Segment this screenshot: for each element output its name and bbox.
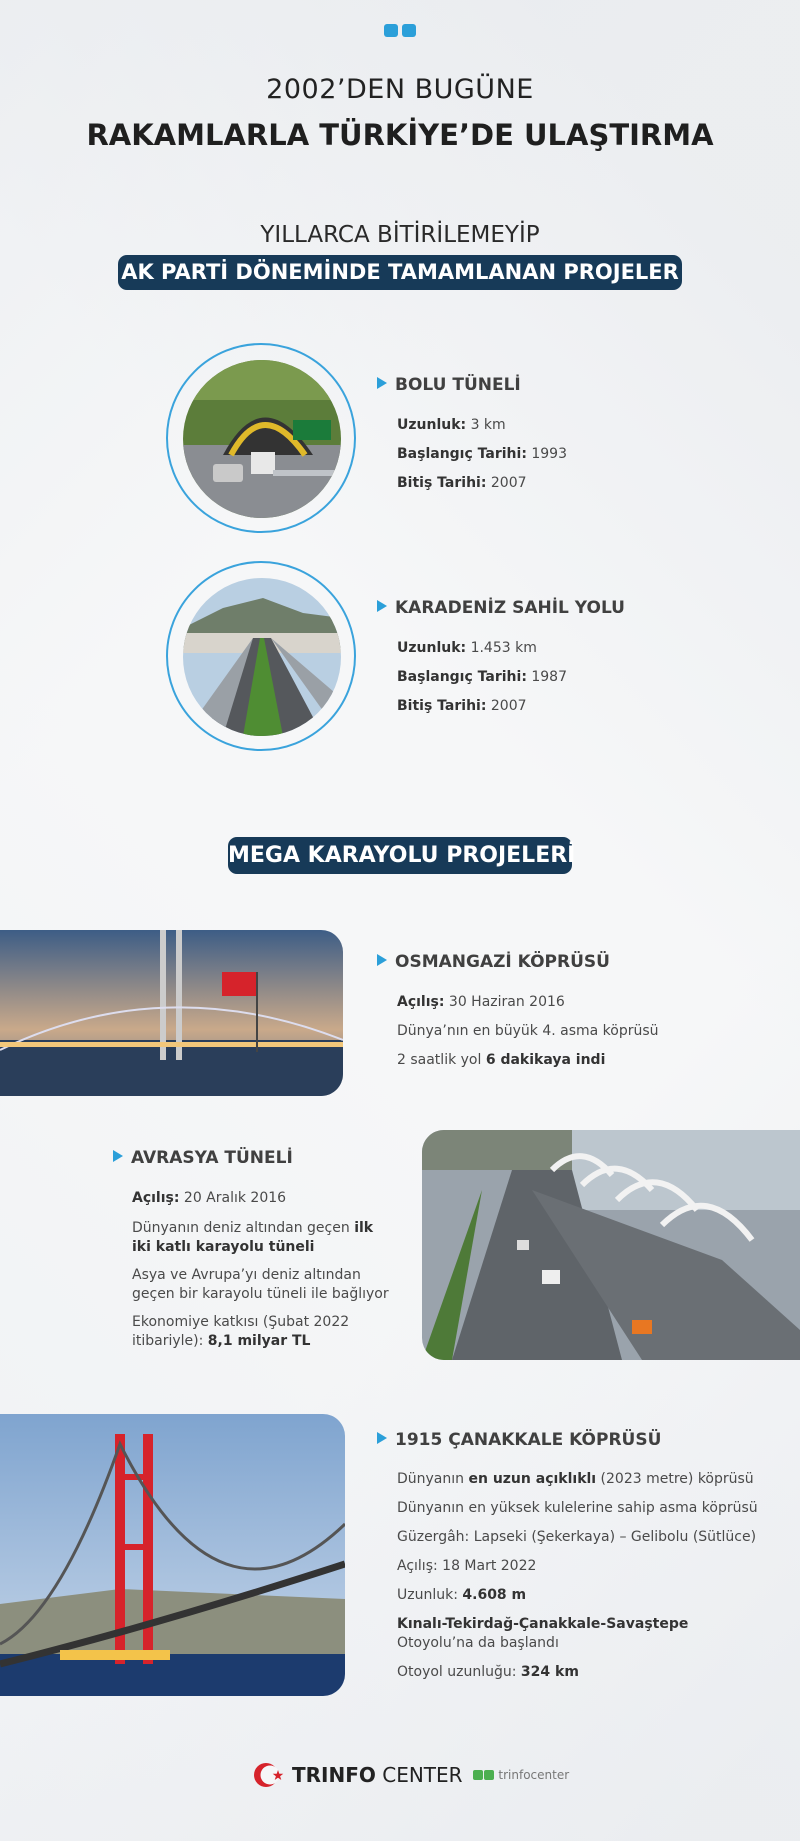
header-title: RAKAMLARLA TÜRKİYE’DE ULAŞTIRMA	[86, 118, 714, 152]
canakkale-title: 1915 ÇANAKKALE KÖPRÜSÜ	[377, 1430, 661, 1450]
footer-logo	[252, 1760, 569, 1790]
avrasya-fact3: Ekonomiye katkısı (Şubat 2022 itibariyle): 8,1 milyar TL	[132, 1314, 350, 1349]
bolu-title: BOLU TÜNELİ	[377, 375, 521, 395]
osmangazi-title: OSMANGAZİ KÖPRÜSÜ	[377, 952, 610, 972]
canakkale-fact5: Uzunluk: 4.608 m	[397, 1587, 527, 1603]
section2-banner: MEGA KARAYOLU PROJELERİ	[228, 837, 572, 874]
canakkale-fact2: Dünyanın en yüksek kulelerine sahip asma köprüsü	[397, 1500, 758, 1516]
canakkale-fact1: Dünyanın en uzun açıklıklı (2023 metre) köprüsü	[397, 1471, 754, 1487]
bolu-end: Bitiş Tarihi: 2007	[397, 475, 527, 491]
crescent-star-logo-icon	[252, 1760, 286, 1790]
osmangazi-bridge-photo	[0, 930, 343, 1096]
karadeniz-start: Başlangıç Tarihi: 1987	[397, 669, 568, 685]
canakkale-fact4: Açılış: 18 Mart 2022	[397, 1558, 537, 1574]
bolu-start: Başlangıç Tarihi: 1993	[397, 446, 568, 462]
osmangazi-fact2: 2 saatlik yol 6 dakikaya indi	[397, 1052, 606, 1068]
section1-banner: AK PARTİ DÖNEMİNDE TAMAMLANAN PROJELER	[118, 255, 682, 290]
avrasya-fact2: Asya ve Avrupa’yı deniz altından geçen bir karayolu tüneli ile bağlıyor	[132, 1267, 389, 1302]
canakkale-fact6: Kınalı-Tekirdağ-Çanakkale-Savaştepe Otoyolu’na da başlandı	[397, 1616, 689, 1651]
osmangazi-opening: Açılış: 30 Haziran 2016	[397, 994, 565, 1010]
canakkale-fact3: Güzergâh: Lapseki (Şekerkaya) – Gelibolu (Sütlüce)	[397, 1529, 757, 1545]
avrasya-tunnel-photo	[422, 1130, 800, 1360]
avrasya-opening: Açılış: 20 Aralık 2016	[132, 1190, 287, 1206]
osmangazi-fact1: Dünya’nın en büyük 4. asma köprüsü	[397, 1023, 659, 1039]
canakkale-bridge-photo	[0, 1414, 345, 1696]
footer-social: trinfocenter	[473, 1768, 570, 1782]
triangle-bullet-icon	[377, 1432, 387, 1444]
avrasya-fact1: Dünyanın deniz altından geçen ilk iki katlı karayolu tüneli	[132, 1220, 374, 1255]
triangle-bullet-icon	[113, 1150, 123, 1162]
karadeniz-title: KARADENİZ SAHİL YOLU	[377, 598, 625, 618]
triangle-bullet-icon	[377, 600, 387, 612]
section1-subtitle: YILLARCA BİTİRİLEMEYİP	[260, 222, 540, 248]
karadeniz-end: Bitiş Tarihi: 2007	[397, 698, 527, 714]
header-line1: 2002’DEN BUGÜNE	[266, 74, 534, 105]
bolu-length: Uzunluk: 3 km	[397, 417, 506, 433]
footer-brand: TRINFO CENTER	[292, 1763, 463, 1787]
karadeniz-road-photo	[183, 578, 341, 736]
social-icon	[484, 1770, 494, 1780]
canakkale-fact7: Otoyol uzunluğu: 324 km	[397, 1664, 579, 1680]
header-dots	[384, 24, 416, 37]
social-icon	[473, 1770, 483, 1780]
karadeniz-length: Uzunluk: 1.453 km	[397, 640, 537, 656]
triangle-bullet-icon	[377, 954, 387, 966]
avrasya-title: AVRASYA TÜNELİ	[113, 1148, 293, 1168]
bolu-tunnel-photo	[183, 360, 341, 518]
triangle-bullet-icon	[377, 377, 387, 389]
